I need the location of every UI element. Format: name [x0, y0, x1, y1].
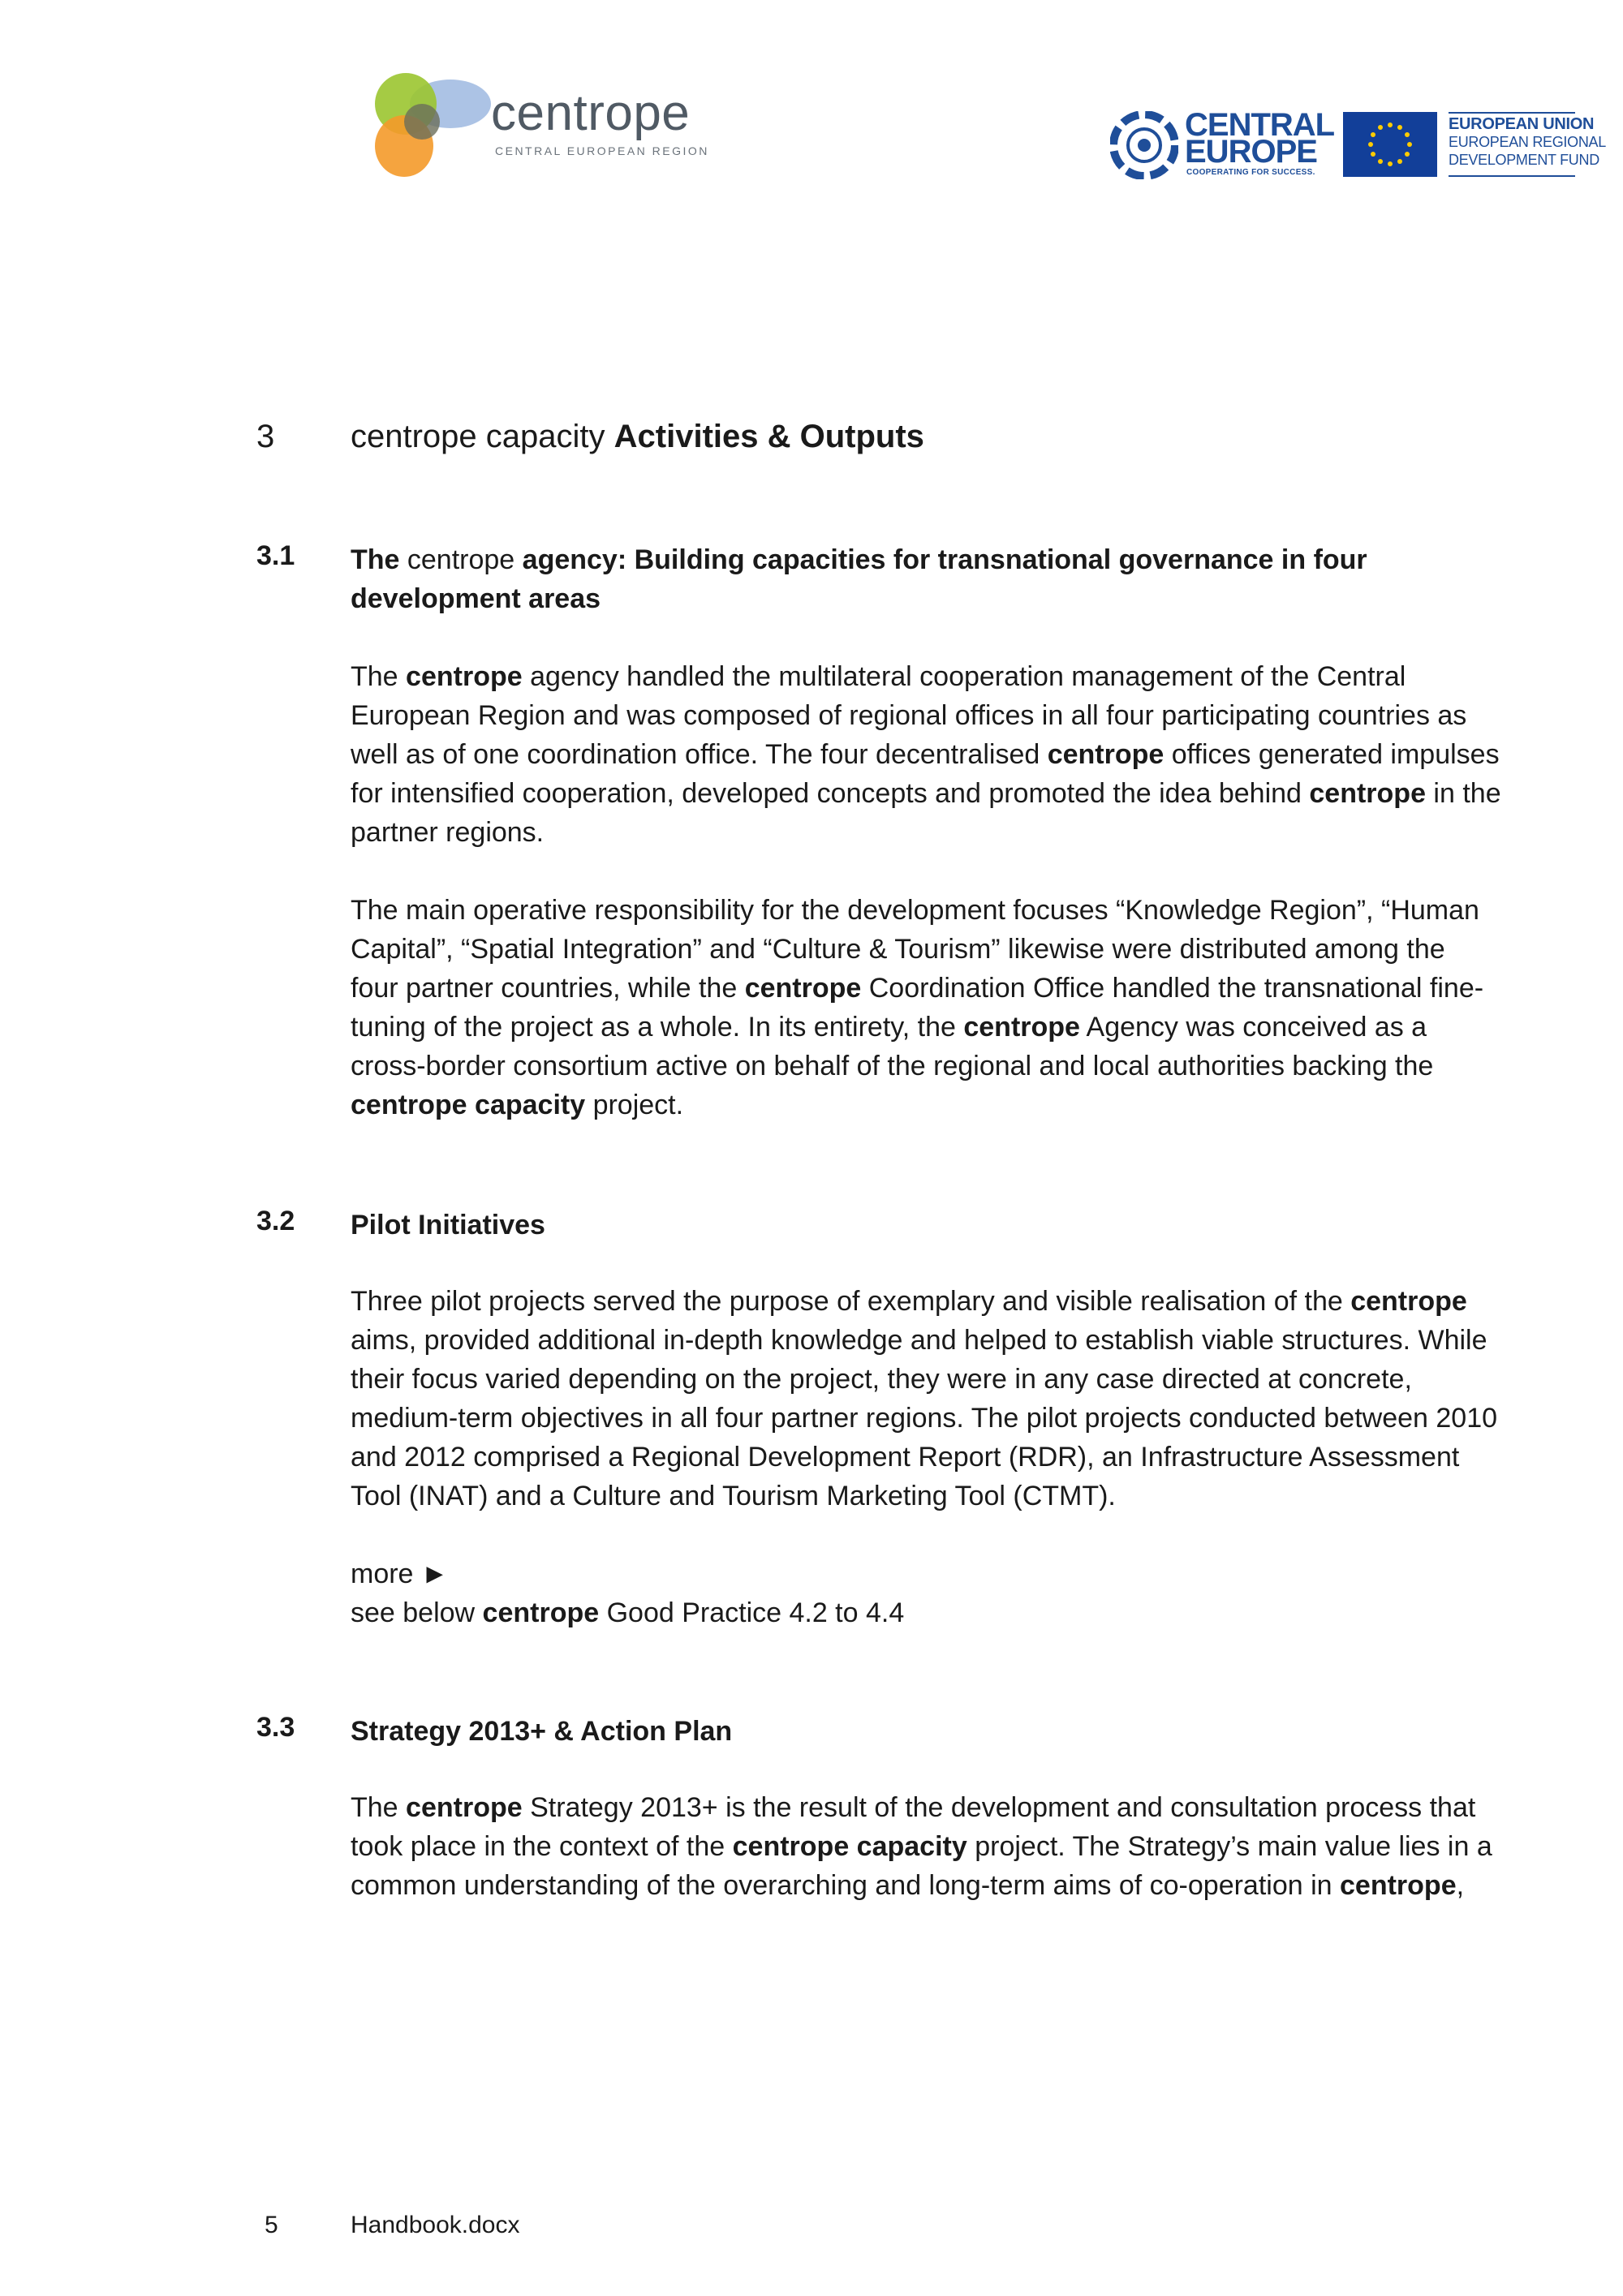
central-europe-emblem-icon: [1110, 111, 1178, 179]
eu-flag-icon: [1343, 112, 1437, 177]
section-3-2-number: 3.2: [256, 1206, 295, 1236]
section-3-1-number: 3.1: [256, 540, 295, 571]
section-3-1-heading: [351, 540, 1568, 618]
text-line: tuning of the project as a whole. In its entirety, the centrope Agency was conceived as a: [351, 1012, 1427, 1043]
section-3-1-paragraph-2: [351, 891, 1584, 1124]
eu-rule-bottom: [1449, 175, 1575, 177]
eu-logo: [1343, 112, 1606, 178]
section-3-2-paragraph-1: [351, 1282, 1584, 1516]
see-below-reference: see below centrope Good Practice 4.2 to 4.4: [351, 1597, 905, 1628]
section-3-1-heading-line-2: development areas: [351, 583, 601, 614]
centrope-wordmark: centrope: [491, 85, 691, 141]
section-3-3-number: 3.3: [256, 1712, 295, 1743]
text-line: well as of one coordination office. The four decentralised centrope offices generated impulses: [351, 739, 1500, 770]
text-line: for intensified cooperation, developed concepts and promoted the idea behind centrope in the: [351, 778, 1501, 809]
section-3-3-paragraph-1: [351, 1788, 1584, 1905]
heading-part: The: [351, 544, 400, 575]
text-line: The main operative responsibility for the development focuses “Knowledge Region”, “Human: [351, 895, 1479, 926]
section-3-1-heading-line-1: [351, 540, 1568, 579]
text-line: took place in the context of the centrope capacity project. The Strategy’s main value lies in a: [351, 1831, 1492, 1862]
central-europe-word-1: CENTRAL: [1185, 107, 1335, 143]
text-line: four partner countries, while the centrope Coordination Office handled the transnational fine-: [351, 973, 1484, 1004]
centrope-logo: [365, 63, 709, 185]
eu-rule-top: [1449, 112, 1575, 114]
more-link[interactable]: more ►: [351, 1559, 449, 1589]
eu-line-1: EUROPEAN UNION: [1449, 115, 1595, 133]
footer-filename: Handbook.docx: [351, 2212, 520, 2238]
chapter-title-normal: centrope capacity: [351, 419, 614, 454]
central-europe-word-2: EUROPE: [1185, 134, 1317, 170]
chapter-number: 3: [256, 419, 275, 454]
text-line: medium-term objectives in all four partner regions. The pilot projects conducted between 2010: [351, 1403, 1498, 1434]
text-line: partner regions.: [351, 817, 545, 848]
text-line: European Region and was composed of regional offices in all four participating countries as: [351, 700, 1467, 731]
text-line: The centrope Strategy 2013+ is the result of the development and consultation process that: [351, 1792, 1476, 1823]
text-line: aims, provided additional in-depth knowledge and helped to establish viable structures. While: [351, 1325, 1487, 1356]
text-line: Capital”, “Spatial Integration” and “Culture & Tourism” likewise were distributed among the: [351, 934, 1445, 965]
text-line: cross-border consortium active on behalf of the regional and local authorities backing the: [351, 1051, 1434, 1081]
text-line: Three pilot projects served the purpose of exemplary and visible realisation of the centrope: [351, 1286, 1467, 1317]
text-line: common understanding of the overarching and long-term aims of co-operation in centrope,: [351, 1870, 1465, 1901]
eu-text-block: [1449, 115, 1606, 169]
centrope-logo-mark: [365, 63, 495, 185]
chapter-title: [351, 419, 924, 455]
eu-line-3: DEVELOPMENT FUND: [1449, 152, 1599, 168]
central-europe-logo: [1110, 107, 1335, 183]
footer-page-number: 5: [265, 2212, 278, 2238]
central-europe-tagline: COOPERATING FOR SUCCESS.: [1186, 168, 1315, 177]
heading-part: agency: Building capacities for transnational governance in four: [522, 544, 1367, 575]
centrope-tagline: CENTRAL EUROPEAN REGION: [495, 144, 709, 157]
heading-part-normal: centrope: [399, 544, 523, 575]
section-3-3-heading: Strategy 2013+ & Action Plan: [351, 1716, 733, 1747]
chapter-title-bold: Activities & Outputs: [613, 419, 924, 454]
text-line: their focus varied depending on the project, they were in any case directed at concrete,: [351, 1364, 1412, 1395]
text-line: The centrope agency handled the multilateral cooperation management of the Central: [351, 661, 1406, 692]
text-line: centrope capacity project.: [351, 1090, 684, 1120]
section-3-1-paragraph-1: [351, 657, 1584, 852]
text-line: Tool (INAT) and a Culture and Tourism Marketing Tool (CTMT).: [351, 1481, 1116, 1511]
section-3-2-more-block: [351, 1554, 1584, 1632]
eu-line-2: EUROPEAN REGIONAL: [1449, 134, 1606, 150]
section-3-2-heading: Pilot Initiatives: [351, 1210, 545, 1240]
text-line: and 2012 comprised a Regional Development Report (RDR), an Infrastructure Assessment: [351, 1442, 1460, 1473]
